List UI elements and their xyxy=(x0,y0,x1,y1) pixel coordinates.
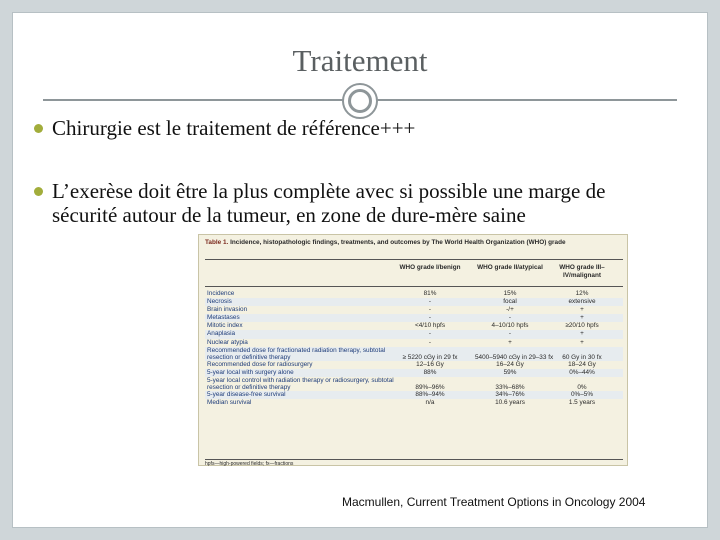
row-value: - xyxy=(428,314,432,322)
row-value: - xyxy=(428,338,432,346)
row-value: 0%–5% xyxy=(570,390,594,398)
row-value: + xyxy=(580,338,584,346)
row-label: Brain invasion xyxy=(207,306,248,314)
row-value: - xyxy=(508,330,512,338)
bullet-dot-icon xyxy=(34,187,43,196)
table-row xyxy=(205,347,623,361)
table-row xyxy=(205,322,623,330)
header-grade-3: WHO grade III–IV/malignant xyxy=(559,264,605,279)
table-row xyxy=(205,306,623,314)
row-value: 4–10/10 hpfs xyxy=(491,322,529,330)
row-value: + xyxy=(580,330,584,338)
table-caption-text: Incidence, histopathologic findings, treatments, and outcomes by The World Health Organization (WHO) grade xyxy=(230,239,566,246)
row-value: ≥ 5220 cGy in 29 fx xyxy=(402,353,458,361)
row-value: 18–24 Gy xyxy=(568,360,596,368)
row-value: ≥20/10 hpfs xyxy=(565,322,599,330)
row-value: + xyxy=(580,306,584,314)
row-label: Recommended dose for fractionated radiation therapy, subtotal resection or definitive therapy xyxy=(207,346,386,361)
row-label: Incidence xyxy=(207,290,235,297)
row-value: 88%–94% xyxy=(415,390,445,398)
row-value: 81% xyxy=(423,290,437,297)
row-label: Necrosis xyxy=(207,298,232,306)
row-value: - xyxy=(428,298,432,306)
row-label: Median survival xyxy=(207,398,252,406)
row-value: 15% xyxy=(503,290,517,297)
table-row xyxy=(205,330,623,338)
row-value: <4/10 hpfs xyxy=(414,322,446,330)
row-label: Mitotic index xyxy=(207,322,243,330)
row-value: 16–24 Gy xyxy=(496,360,524,368)
table-row xyxy=(205,369,623,377)
row-value: n/a xyxy=(425,398,435,406)
row-value: 5400–5940 cGy in 29–33 fx xyxy=(475,353,554,361)
row-value: 60 Gy in 30 fx xyxy=(562,353,602,361)
row-value: 0%–44% xyxy=(569,368,595,376)
table-row xyxy=(205,391,623,399)
table-row xyxy=(205,298,623,306)
row-value: 0% xyxy=(577,383,587,391)
bullet-text: L’exerèse doit être la plus complète avec si possible une marge de sécurité autour de la tumeur, en zone de dure-mère saine xyxy=(52,179,606,227)
table-row xyxy=(205,399,623,407)
table-row xyxy=(205,290,623,298)
bullet-item xyxy=(34,116,654,140)
bullet-text: Chirurgie est le traitement de référence+++ xyxy=(52,116,416,140)
row-label: Anaplasia xyxy=(207,330,236,338)
who-grade-table xyxy=(198,234,628,466)
row-value: 34%–76% xyxy=(495,390,525,398)
row-value: extensive xyxy=(568,298,596,306)
row-label: Recommended dose for radiosurgery xyxy=(207,360,313,368)
row-value: - xyxy=(508,314,512,322)
row-value: 88% xyxy=(423,368,437,376)
row-value: 10.6 years xyxy=(495,398,525,406)
header-grade-2: WHO grade II/atypical xyxy=(477,264,543,271)
row-value: 89%–96% xyxy=(415,383,445,391)
row-value: 12% xyxy=(575,290,589,297)
table-footnote: hpfs—high-powered fields; fx—fractions xyxy=(205,459,623,467)
row-value: + xyxy=(508,338,512,346)
bullet-dot-icon xyxy=(34,124,43,133)
row-label: Metastases xyxy=(207,314,240,322)
table-body xyxy=(205,290,623,407)
table-row xyxy=(205,361,623,369)
row-label: Nuclear atypia xyxy=(207,338,248,346)
row-value: 59% xyxy=(503,368,517,376)
row-value: focal xyxy=(503,298,517,306)
row-value: 33%–68% xyxy=(495,383,525,391)
row-label: 5-year disease-free survival xyxy=(207,390,286,398)
row-value: - xyxy=(428,330,432,338)
row-label: 5-year local control with radiation therapy or radiosurgery, subtotal resection or definitive therapy xyxy=(207,376,394,391)
row-label: 5-year local with surgery alone xyxy=(207,368,294,376)
slide-title: Traitement xyxy=(292,43,428,78)
table-header xyxy=(205,259,623,287)
row-value: 1.5 years xyxy=(568,398,596,406)
row-value: -/+ xyxy=(506,306,514,314)
row-value: + xyxy=(580,314,584,322)
table-caption-label: Table 1. xyxy=(205,239,229,246)
table-row xyxy=(205,339,623,347)
table-row xyxy=(205,377,623,391)
row-value: 12–16 Gy xyxy=(416,360,444,368)
table-row xyxy=(205,314,623,322)
table-caption xyxy=(205,239,623,247)
citation: Macmullen, Current Treatment Options in Oncology 2004 xyxy=(342,495,646,509)
bullet-item xyxy=(34,179,674,227)
divider-ornament xyxy=(342,83,378,119)
row-value: - xyxy=(428,306,432,314)
header-grade-1: WHO grade I/benign xyxy=(399,264,461,271)
